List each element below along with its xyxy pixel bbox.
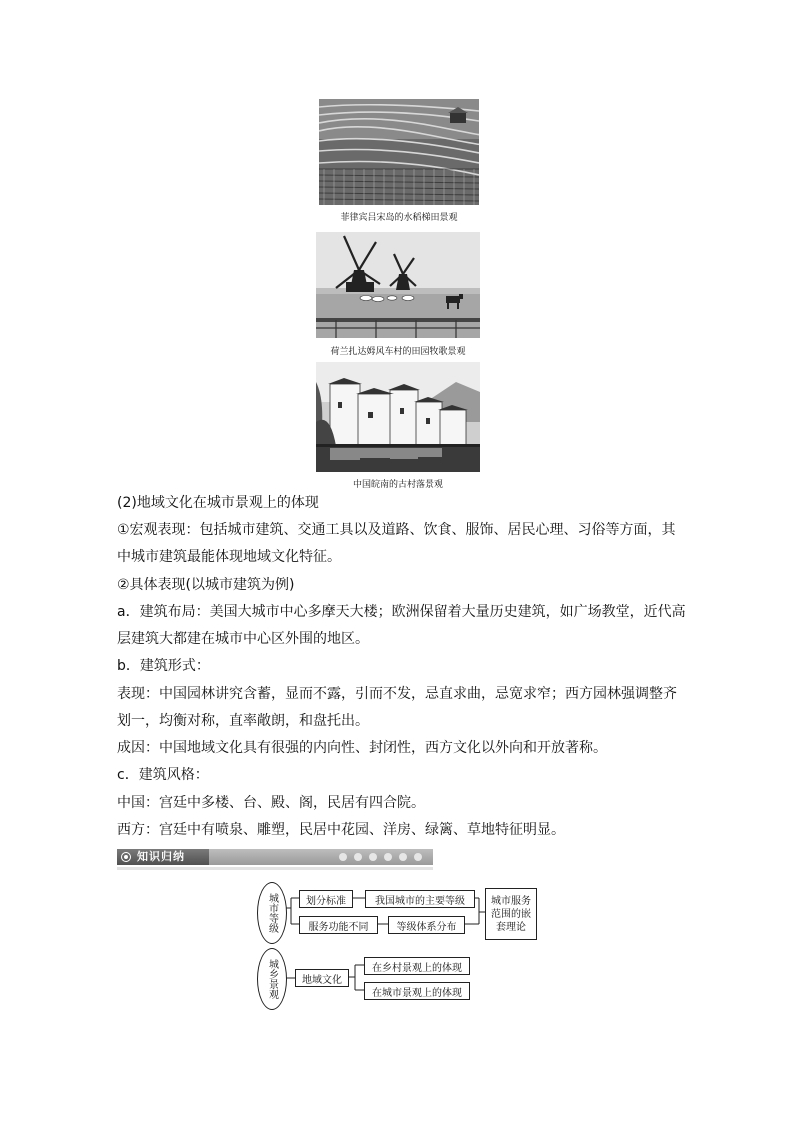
- section-title: 知识归纳: [137, 850, 185, 863]
- node-nested-service-theory: 城市服务范围的嵌套理论: [485, 888, 537, 940]
- root-node-urban-rural-landscape: 城乡景观: [257, 948, 287, 1010]
- body-text: 划一，均衡对称，直率敞朗，和盘托出。: [117, 713, 369, 729]
- body-text: ②具体表现(以城市建筑为例): [117, 577, 295, 593]
- body-text: ①宏观表现：包括城市建筑、交通工具以及道路、饮食、服饰、居民心理、习俗等方面，其: [117, 522, 676, 538]
- figure-caption: 荷兰扎达姆风车村的田园牧歌景观: [330, 347, 466, 357]
- rice-terraces-photo: [319, 99, 479, 205]
- dot-icon: [369, 853, 377, 861]
- root-node-city-hierarchy: 城市等级: [257, 882, 287, 944]
- node-regional-culture: 地域文化: [295, 969, 349, 987]
- knowledge-diagram: [255, 880, 545, 1010]
- figure-caption: 中国皖南的古村落景观: [352, 480, 443, 490]
- node-rural-landscape: 在乡村景观上的体现: [364, 957, 470, 975]
- section-banner: [117, 849, 433, 871]
- body-text: 表现：中国园林讲究含蓄，显而不露，引而不发，忌直求曲，忌宽求窄；西方园林强调整齐: [117, 686, 677, 702]
- dot-icon: [399, 853, 407, 861]
- body-text: c．建筑风格：: [117, 767, 209, 783]
- ancient-village-photo: [316, 362, 480, 472]
- dot-icon: [339, 853, 347, 861]
- body-text: b．建筑形式：: [117, 658, 210, 674]
- node-hierarchy-distribution: 等级体系分布: [388, 916, 465, 934]
- body-text: a．建筑布局：美国大城市中心多摩天大楼；欧洲保留着大量历史建筑，如广场教堂，近代高: [117, 604, 686, 620]
- section-heading: (2)地域文化在城市景观上的体现: [117, 495, 319, 511]
- node-main-city-levels: 我国城市的主要等级: [365, 890, 475, 908]
- body-text: 中城市建筑最能体现地域文化特征。: [117, 549, 341, 565]
- dot-icon: [414, 853, 422, 861]
- body-text: 成因：中国地域文化具有很强的内向性、封闭性，西方文化以外向和开放著称。: [117, 740, 607, 756]
- body-text: 中国：宫廷中多楼、台、殿、阁，民居有四合院。: [117, 795, 425, 811]
- node-criteria: 划分标准: [299, 890, 353, 908]
- body-text: 西方：宫廷中有喷泉、雕塑，民居中花园、洋房、绿篱、草地特征明显。: [117, 822, 565, 838]
- body-text: 层建筑大都建在城市中心区外围的地区。: [117, 631, 369, 647]
- dot-icon: [354, 853, 362, 861]
- target-icon: [121, 852, 131, 862]
- windmill-village-photo: [316, 232, 480, 338]
- node-urban-landscape: 在城市景观上的体现: [364, 982, 470, 1000]
- figure-caption: 菲律宾吕宋岛的水稻梯田景观: [340, 213, 458, 223]
- dot-icon: [384, 853, 392, 861]
- node-service-function: 服务功能不同: [299, 916, 378, 934]
